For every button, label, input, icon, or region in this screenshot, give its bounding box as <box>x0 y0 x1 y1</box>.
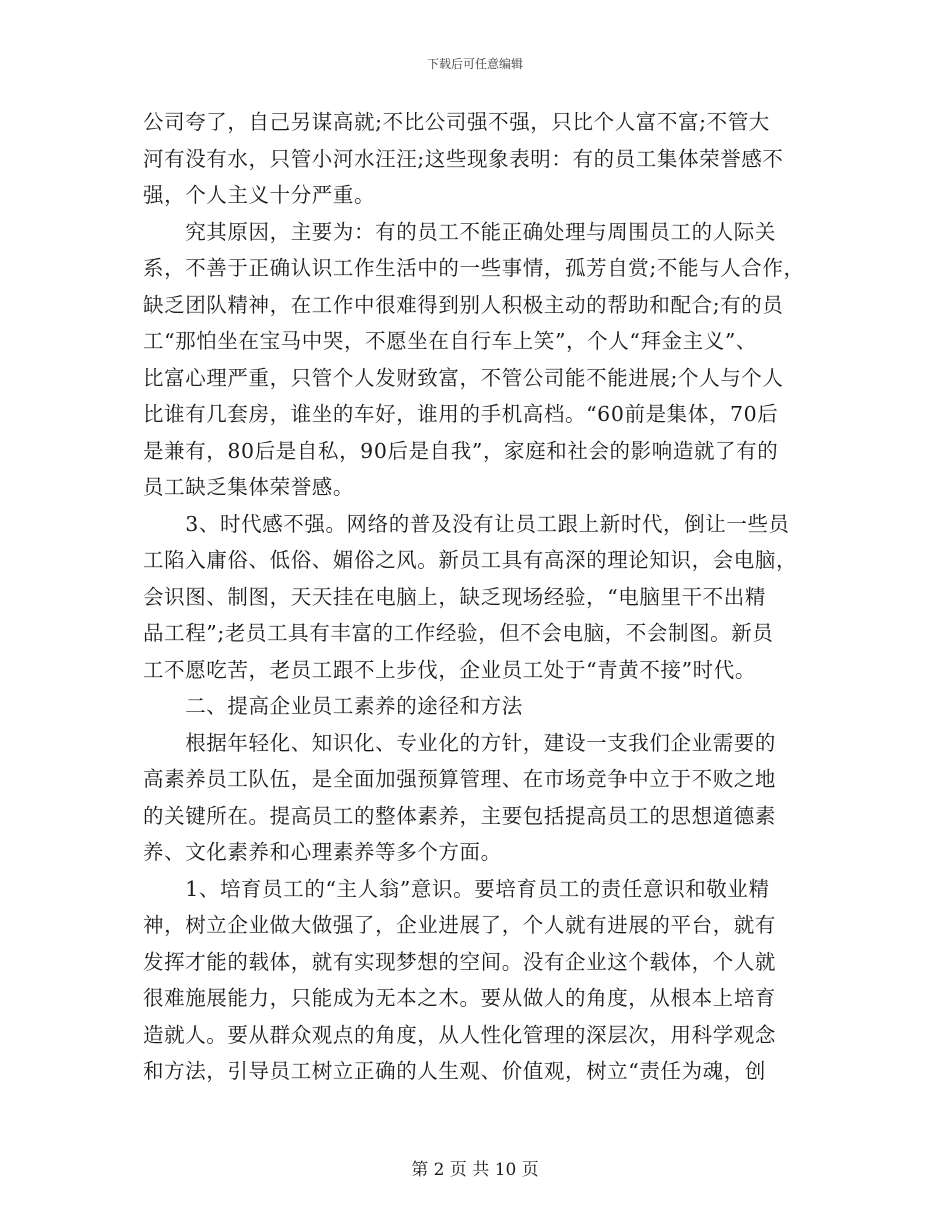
section-heading: 二、提高企业员工素养的途径和方法 <box>143 694 523 718</box>
page-header: 下载后可任意编辑 <box>426 57 523 71</box>
text-line: 会识图、制图，天天挂在电脑上，缺乏现场经验，“电脑里干不出精 <box>143 584 766 609</box>
text-line: 缺乏团队精神，在工作中很难得到别人积极主动的帮助和配合;有的员 <box>143 292 784 317</box>
text-line: 工陷入庸俗、低俗、媚俗之风。新员工具有高深的理论知识，会电脑， <box>143 548 798 572</box>
text-line: 和方法，引导员工树立正确的人生观、价值观，树立“责任为魂，创 <box>143 1059 766 1083</box>
text-line: 工“那怕坐在宝马中哭，不愿坐在自行车上笑”，个人“拜金主义”、 <box>143 329 758 353</box>
text-line: 的关键所在。提高员工的整体素养，主要包括提高员工的思想道德素 <box>143 803 776 828</box>
text-line: 系，不善于正确认识工作生活中的一些事情，孤芳自赏;不能与人合作， <box>143 256 805 280</box>
text-line: 比谁有几套房，谁坐的车好，谁用的手机高档。“60前是集体，70后 <box>143 402 779 426</box>
text-line: 高素养员工队伍，是全面加强预算管理、在市场竞争中立于不败之地 <box>143 767 776 791</box>
text-line: 养、文化素养和心理素养等多个方面。 <box>143 840 502 864</box>
text-line: 根据年轻化、知识化、专业化的方针，建设一支我们企业需要的 <box>143 730 776 755</box>
text-line: 很难施展能力，只能成为无本之木。要从做人的角度，从根本上培育 <box>143 986 776 1010</box>
text-line: 比富心理严重，只管个人发财致富，不管公司能不能进展;个人与个人 <box>143 365 784 390</box>
text-line: 员工缺乏集体荣誉感。 <box>143 475 354 499</box>
document-body <box>143 104 811 1090</box>
text-line: 工不愿吃苦，老员工跟不上步伐，企业员工处于“青黄不接”时代。 <box>143 657 756 682</box>
text-line: 强，个人主义十分严重。 <box>143 183 376 207</box>
text-line: 造就人。要从群众观点的角度，从人性化管理的深层次，用科学观念 <box>143 1022 776 1047</box>
text-line: 究其原因，主要为：有的员工不能正确处理与周围员工的人际关 <box>143 219 776 244</box>
page-number-footer: 第 2 页 共 10 页 <box>411 1160 539 1180</box>
text-line: 3、时代感不强。网络的普及没有让员工跟上新时代，倒让一些员 <box>143 511 790 536</box>
text-line: 河有没有水，只管小河水汪汪;这些现象表明：有的员工集体荣誉感不 <box>143 146 784 171</box>
text-line: 品工程”;老员工具有丰富的工作经验，但不会电脑，不会制图。新员 <box>143 621 774 645</box>
text-line: 发挥才能的载体，就有实现梦想的空间。没有企业这个载体，个人就 <box>143 949 776 974</box>
text-line: 公司夸了，自己另谋高就;不比公司强不强，只比个人富不富;不管大 <box>143 110 770 134</box>
text-line: 是兼有，80后是自私，90后是自我”，家庭和社会的影响造就了有的 <box>143 438 779 463</box>
text-line: 1、培育员工的“主人翁”意识。要培育员工的责任意识和敬业精 <box>143 876 770 901</box>
text-line: 神，树立企业做大做强了，企业进展了，个人就有进展的平台，就有 <box>143 913 776 937</box>
